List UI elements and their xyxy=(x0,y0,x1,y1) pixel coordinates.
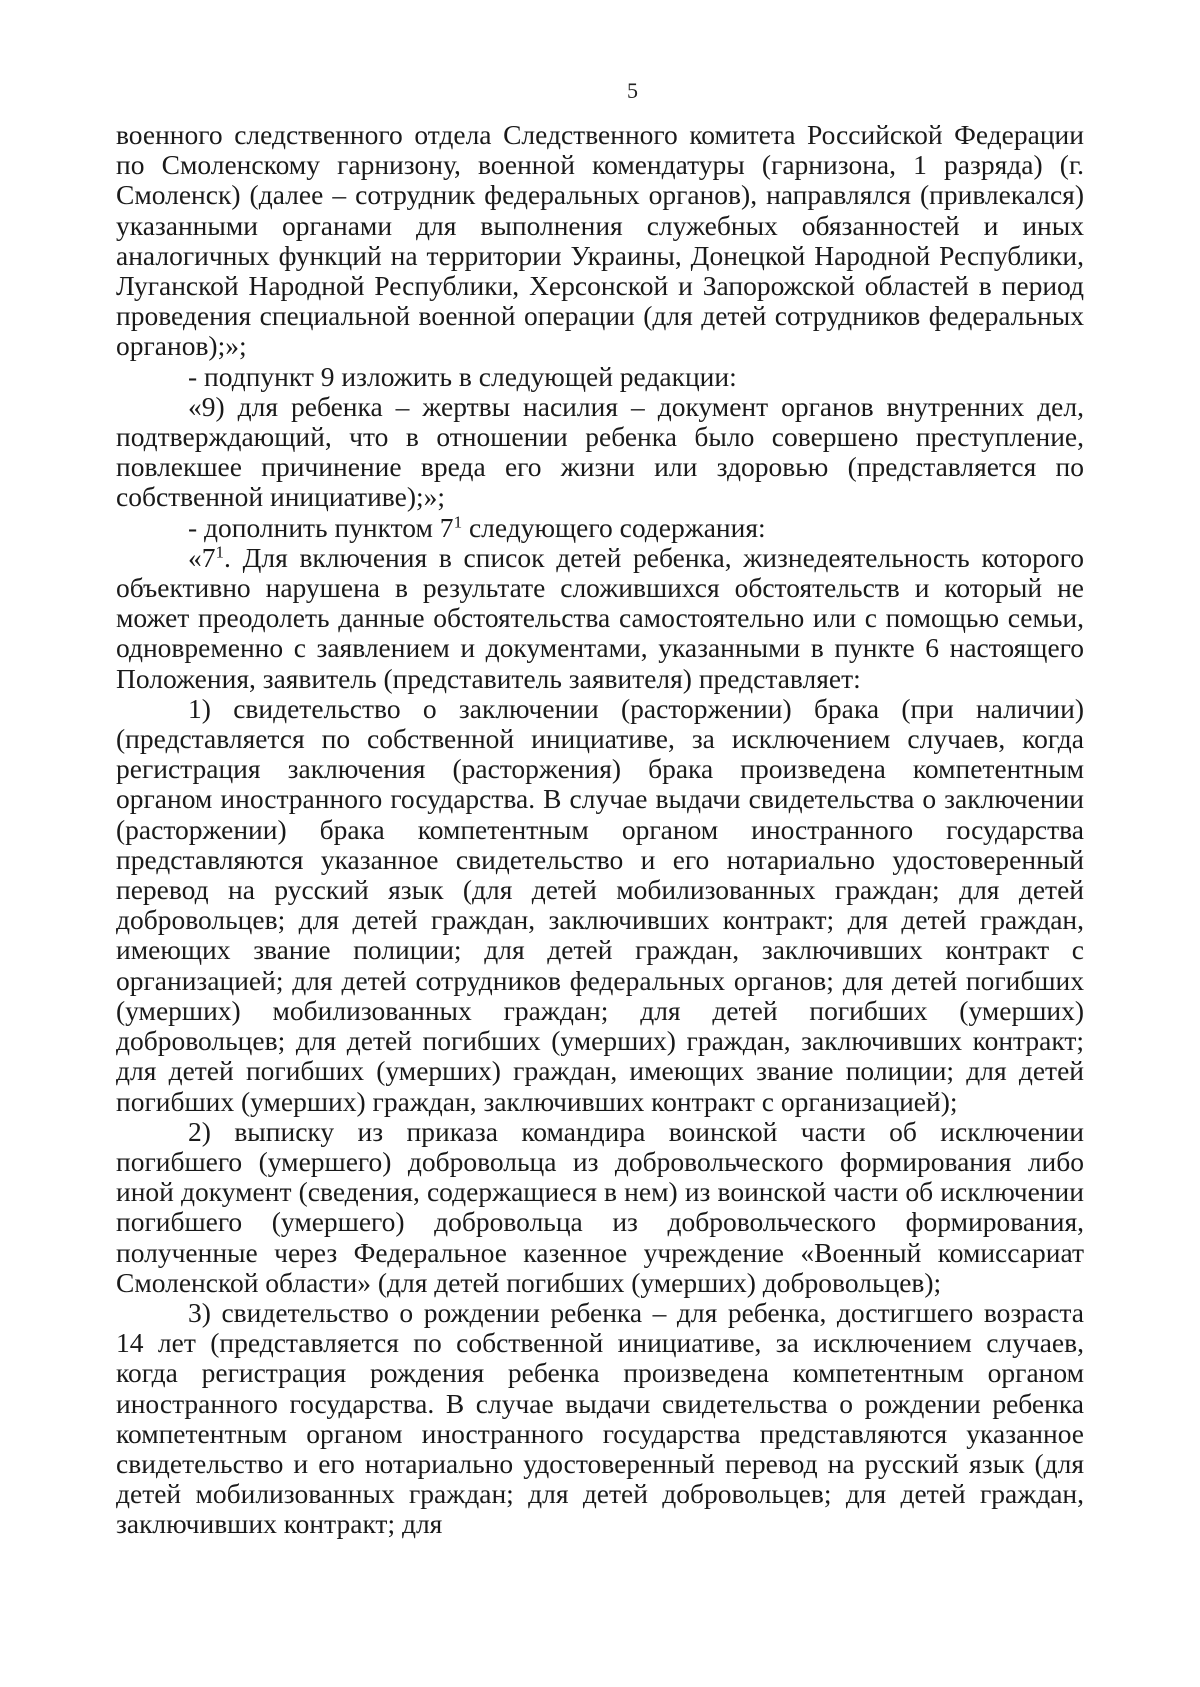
paragraph-point-7-1 xyxy=(116,543,1084,694)
superscript: 1 xyxy=(453,512,463,532)
paragraph-item-1: 1) свидетельство о заключении (расторжении) брака (при наличии) (представляется по собственной инициативе, за исключением случаев, когда регистрация заключения (расторжения) брака произведена компетентным органом иностранного государства. В случае выдачи свидетельства о заключении (расторжении) брака компетентным органом иностранного государства представляются указанное свидетельство и его нотариально удостоверенный перевод на русский язык (для детей мобилизованных граждан; для детей добровольцев; для детей граждан, заключивших контракт; для детей граждан, имеющих звание полиции; для детей граждан, заключивших контракт с организацией; для детей сотрудников федеральных органов; для детей погибших (умерших) мобилизованных граждан; для детей погибших (умерших) добровольцев; для детей погибших (умерших) граждан, заключивших контракт; для детей погибших (умерших) граждан, имеющих звание полиции; для детей погибших (умерших) граждан, заключивших контракт с организацией); xyxy=(116,692,1084,1117)
superscript: 1 xyxy=(215,542,225,562)
text-after-sup: . Для включения в список детей ребенка, жизнедеятельность которого объективно нарушена в результате сложившихся обстоятельств и который не может преодолеть данные обстоятельства самостоятельно или с помощью семьи, одновременно с заявлением и документами, указанными в пункте 6 настоящего Положения, заявитель (представитель заявителя) представляет: xyxy=(116,541,1084,694)
text-before-sup: «7 xyxy=(188,541,216,573)
text-after-sup: следующего содержания: xyxy=(462,511,766,543)
paragraph-subpoint-9-text: «9) для ребенка – жертвы насилия – документ органов внутренних дел, подтверждающий, что в отношении ребенка было совершено преступление, повлекшее причинение вреда его жизни или здоровью (представляется по собственной инициативе);»; xyxy=(116,390,1084,513)
document-body xyxy=(116,120,1084,1540)
page-number: 5 xyxy=(627,78,638,103)
paragraph-item-3: 3) свидетельство о рождении ребенка – для ребенка, достигшего возраста 14 лет (представляется по собственной инициативе, за исключением случаев, когда регистрация рождения ребенка произведена компетентным органом иностранного государства. В случае выдачи свидетельства о рождении ребенка компетентным органом иностранного государства представляются указанное свидетельство и его нотариально удостоверенный перевод на русский язык (для детей мобилизованных граждан; для детей добровольцев; для детей граждан, заключивших контракт; для xyxy=(116,1296,1084,1540)
paragraph-subpoint-9-instruction: - подпункт 9 изложить в следующей редакции: xyxy=(188,360,737,392)
text-before-sup: - дополнить пунктом 7 xyxy=(188,511,454,543)
paragraph-item-2: 2) выписку из приказа командира воинской части об исключении погибшего (умершего) добровольца из добровольческого формирования либо иной документ (сведения, содержащиеся в нем) из воинской части об исключении погибшего (умершего) добровольца из добровольческого формирования, полученные через Федеральное казенное учреждение «Военный комиссариат Смоленской области» (для детей погибших (умерших) добровольцев); xyxy=(116,1115,1084,1298)
paragraph-continuation: военного следственного отдела Следственного комитета Российской Федерации по Смоленскому гарнизону, военной комендатуры (гарнизона, 1 разряда) (г. Смоленск) (далее – сотрудник федеральных органов), направлялся (привлекался) указанными органами для выполнения служебных обязанностей и иных аналогичных функций на территории Украины, Донецкой Народной Республики, Луганской Народной Республики, Херсонской и Запорожской областей в период проведения специальной военной операции (для детей сотрудников федеральных органов);»; xyxy=(116,119,1084,362)
paragraph-add-point-instruction xyxy=(116,513,1084,543)
